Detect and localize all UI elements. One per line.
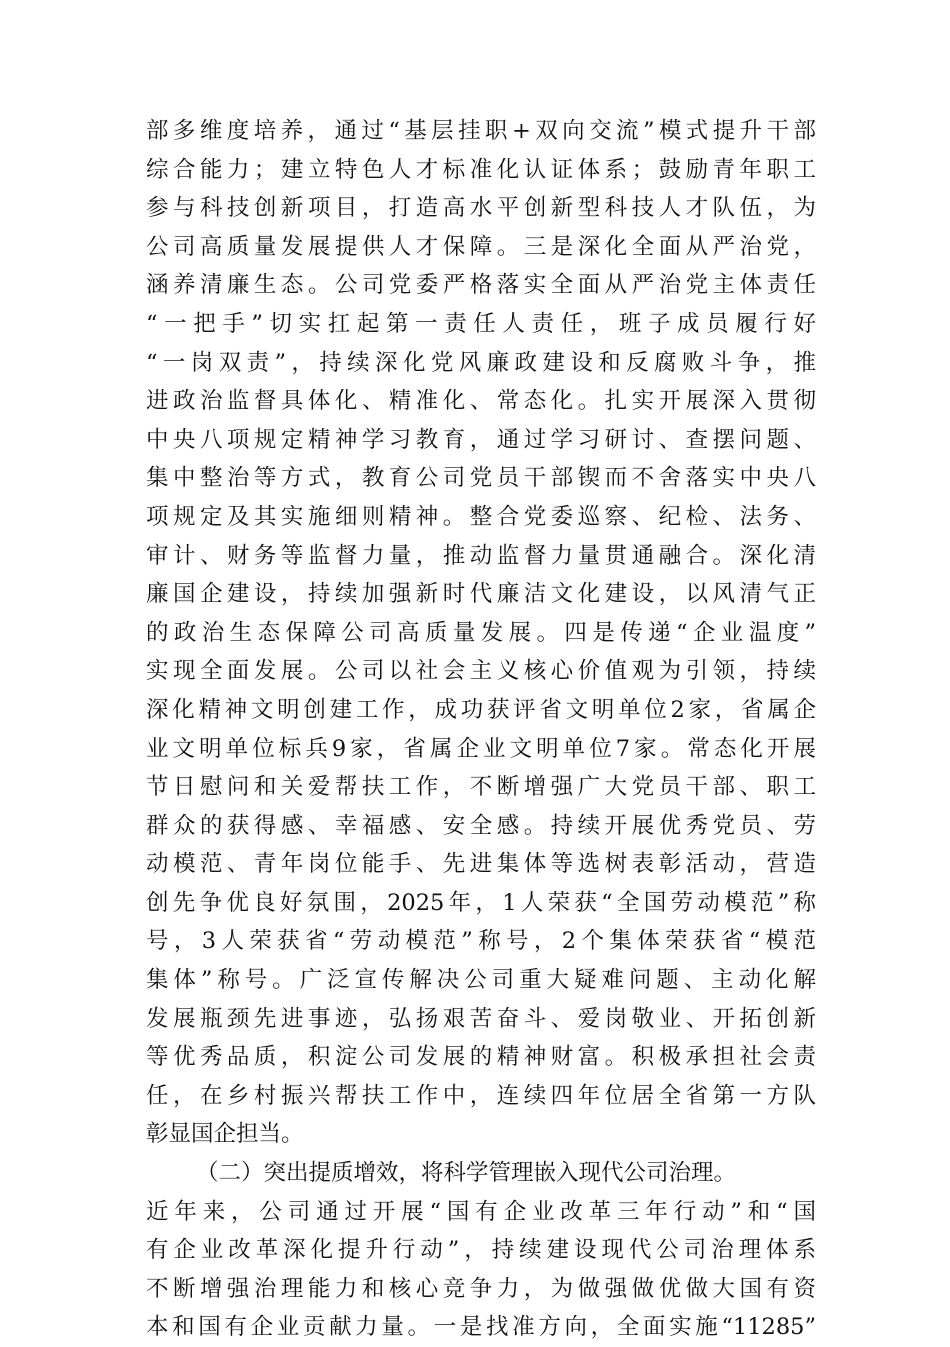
text-line: 项规定及其实施细则精神。整合党委巡察、纪检、法务、 [146,503,816,530]
text-line: “一把手”切实扛起第一责任人责任，班子成员履行好 [146,310,816,337]
text-line: 等优秀品质，积淀公司发展的精神财富。积极承担社会责 [146,1044,816,1071]
paragraph-last-line: 彰显国企担当。 [146,1121,304,1148]
text-line: 的政治生态保障公司高质量发展。四是传递“企业温度” [146,619,816,646]
text-line: 动模范、青年岗位能手、先进集体等选树表彰活动，营造 [146,851,816,878]
body-text [146,112,816,1347]
text-line: 综合能力；建立特色人才标准化认证体系；鼓励青年职工 [146,156,816,183]
text-line: 号，3人荣获省“劳动模范”称号，2个集体荣获省“模范 [146,928,816,955]
text-line: 部多维度培养，通过“基层挂职+双向交流”模式提升干部 [146,118,816,144]
text-line: 创先争优良好氛围，2025年，1人荣获“全国劳动模范”称 [146,889,816,916]
text-line: 中央八项规定精神学习教育，通过学习研讨、查摆问题、 [146,426,816,453]
text-line: 发展瓶颈先进事迹，弘扬艰苦奋斗、爱岗敬业、开拓创新 [146,1005,816,1032]
text-line: 有企业改革深化提升行动”，持续建设现代公司治理体系 [146,1237,816,1264]
text-line: 任，在乡村振兴帮扶工作中，连续四年位居全省第一方队 [146,1082,816,1109]
text-line: 廉国企建设，持续加强新时代廉洁文化建设，以风清气正 [146,581,816,608]
text-line: 涵养清廉生态。公司党委严格落实全面从严治党主体责任 [146,272,816,299]
text-line: 参与科技创新项目，打造高水平创新型科技人才队伍，为 [146,195,816,222]
text-line: 近年来，公司通过开展“国有企业改革三年行动”和“国 [146,1198,816,1225]
text-line: 审计、财务等监督力量，推动监督力量贯通融合。深化清 [146,542,816,569]
text-line: 集中整治等方式，教育公司党员干部锲而不舍落实中央八 [146,465,816,492]
text-line: 节日慰问和关爱帮扶工作，不断增强广大党员干部、职工 [146,774,816,801]
text-line: 业文明单位标兵9家，省属企业文明单位7家。常态化开展 [146,735,816,762]
text-line: 集体”称号。广泛宣传解决公司重大疑难问题、主动化解 [146,967,816,994]
text-line: 不断增强治理能力和核心竞争力，为做强做优做大国有资 [146,1275,816,1302]
section-heading: （二）突出提质增效，将科学管理嵌入现代公司治理。 [196,1160,737,1187]
text-line: 本和国有企业贡献力量。一是找准方向，全面实施“11285” [146,1314,816,1341]
text-line: 深化精神文明创建工作，成功获评省文明单位2家，省属企 [146,696,816,723]
text-line: 进政治监督具体化、精准化、常态化。扎实开展深入贯彻 [146,388,816,415]
text-line: 公司高质量发展提供人才保障。三是深化全面从严治党， [146,233,816,260]
text-line: 实现全面发展。公司以社会主义核心价值观为引领，持续 [146,658,816,685]
text-line: “一岗双责”，持续深化党风廉政建设和反腐败斗争，推 [146,349,816,376]
text-line: 群众的获得感、幸福感、安全感。持续开展优秀党员、劳 [146,812,816,839]
